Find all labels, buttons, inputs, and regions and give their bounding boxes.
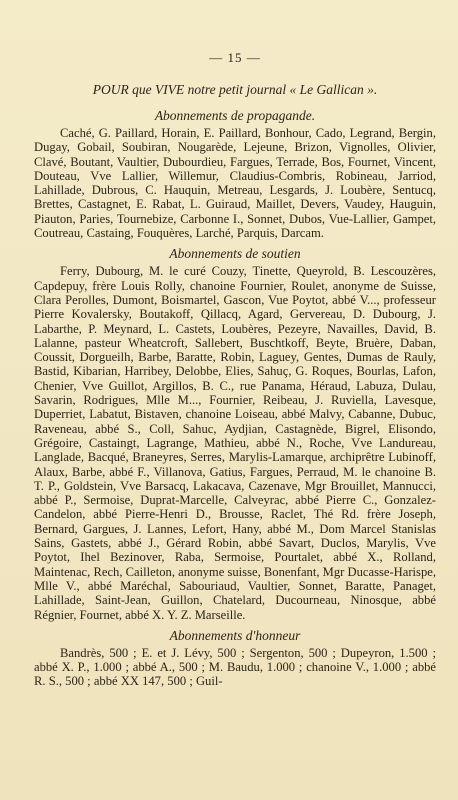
section-title-honneur: Abonnements d'honneur (169, 627, 301, 643)
page-headline: POUR que VIVE notre petit journal « Le Gallican ». (92, 82, 378, 97)
page-number: — 15 — (209, 50, 261, 65)
section-title-soutien: Abonnements de soutien (169, 246, 301, 262)
section-text-honneur: Bandrès, 500 ; E. et J. Lévy, 500 ; Sergenton, 500 ; Dupeyron, 1.500 ; abbé X. P., 1.000 ; abbé A., 500 ; M. Baudu, 1.000 ; chanoine V., 1.000 ; abbé R. S., 500 ; abbé XX 147, 500 ; Guil- (34, 645, 436, 689)
section-text-soutien: Ferry, Dubourg, M. le curé Couzy, Tinette, Queyrold, B. Lescouzères, Capdepuy, frère Louis Rolly, chanoine Fournier, Roulet, anonyme de Suisse, Clara Perolles, Dumont, Boismartel, Gascon, Vue Poytot, abbé V..., professeur Pierre Kovalersky, Boutakoff, Qillacq, Agard, Gervereau, D. Dubourg, J. Labarthe, P. Meynard, L. Castets, Loubères, Pezeyre, Navailles, David, B. Lalanne, pasteur Wheatcroft, Sallebert, Buschtkoff, Beyte, Bruère, Daban, Coussit, Dorgueilh, Barbe, Baratte, Robin, Laguey, Gentes, Dumas de Rauly, Bastid, Kibarian, Harribey, Delobbe, Elies, Sahuç, G. Roques, Bourlas, Lafon, Chenier, Vve Guillot, Argillos, B. C., rue Panama, Héraud, Labuza, Dulau, Savarin, Rodrigues, Mlle M..., Fournier, Reibeau, J. Ruviella, Lavesque, Duperriet, Labatut, Bistaven, chanoine Loiseau, abbé Malvy, Cabanne, Dubuc, Raveneau, abbé S., Coll, Sahuc, Aydjian, Castagnède, Bigrel, Elisondo, Grégoire, Castaingt, Lagrange, Mathieu, abbé N., Roche, Vve Landureau, Langlade, Bacqué, Braneyres, Serres, Marylis-Lamarque, archiprêtre Lubinoff, Alaux, Barbe, abbé F., Villanova, Gatius, Fargues, Perraud, M. le chanoine B. T. P., Goldstein, Vve Barsacq, Lakacava, Cazenave, Mgr Brouillet, Mannucci, abbé P., Sermoise, Duprat-Marcelle, Calveyrac, abbé Pierre C., Gonzalez-Candelon, abbé Pierre-Henri D., Brousse, Raclet, Thé Rd. frère Joseph, Bernard, Gargues, J. Lannes, Lefort, Hany, abbé M., Dom Marcel Stanislas Sains, Gastets, abbé J., Gérard Robin, abbé Savart, Duclos, Marylis, Vve Poytot, Ihel Bezinover, Raba, Sermoise, Pourtalet, abbé X., Rolland, Maintenac, Rech, Cailleton, anonyme suisse, Bonenfant, Mgr Ducasse-Harispe, Mlle V., abbé Maréchal, Sabouriaud, Vaultier, Sonnet, Baratte, Panaget, Lahillade, Saint-Jean, Guillon, Chatelard, Ducourneau, Ninosque, abbé Régnier, Fournet, abbé X. Y. Z. Marseille. (34, 264, 436, 622)
section-text-propagande: Caché, G. Paillard, Horain, E. Paillard, Bonhour, Cado, Legrand, Bergin, Dugay, Gobail, Soubiran, Nougarède, Lejeune, Brizon, Vignolles, Olivier, Clavé, Boutant, Vaultier, Dubourdieu, Fargues, Terrade, Bos, Fournet, Vincent, Douteau, Vve Lallier, Willemur, Claudius-Combris, Robineau, Jarriod, Lahillade, Dubrous, C. Hauquin, Metreau, Lesgards, J. Loubère, Sentucq, Brettes, Castagnet, E. Rabat, L. Guiraud, Maillet, Devers, Vaudey, Hauguin, Piauton, Paries, Tournebize, Carbonne I., Sonnet, Dubos, Vue-Lallier, Gampet, Coutreau, Castaing, Fouquères, Larché, Parquis, Darcam. (34, 126, 436, 241)
section-title-propagande: Abonnements de propagande. (154, 108, 316, 123)
